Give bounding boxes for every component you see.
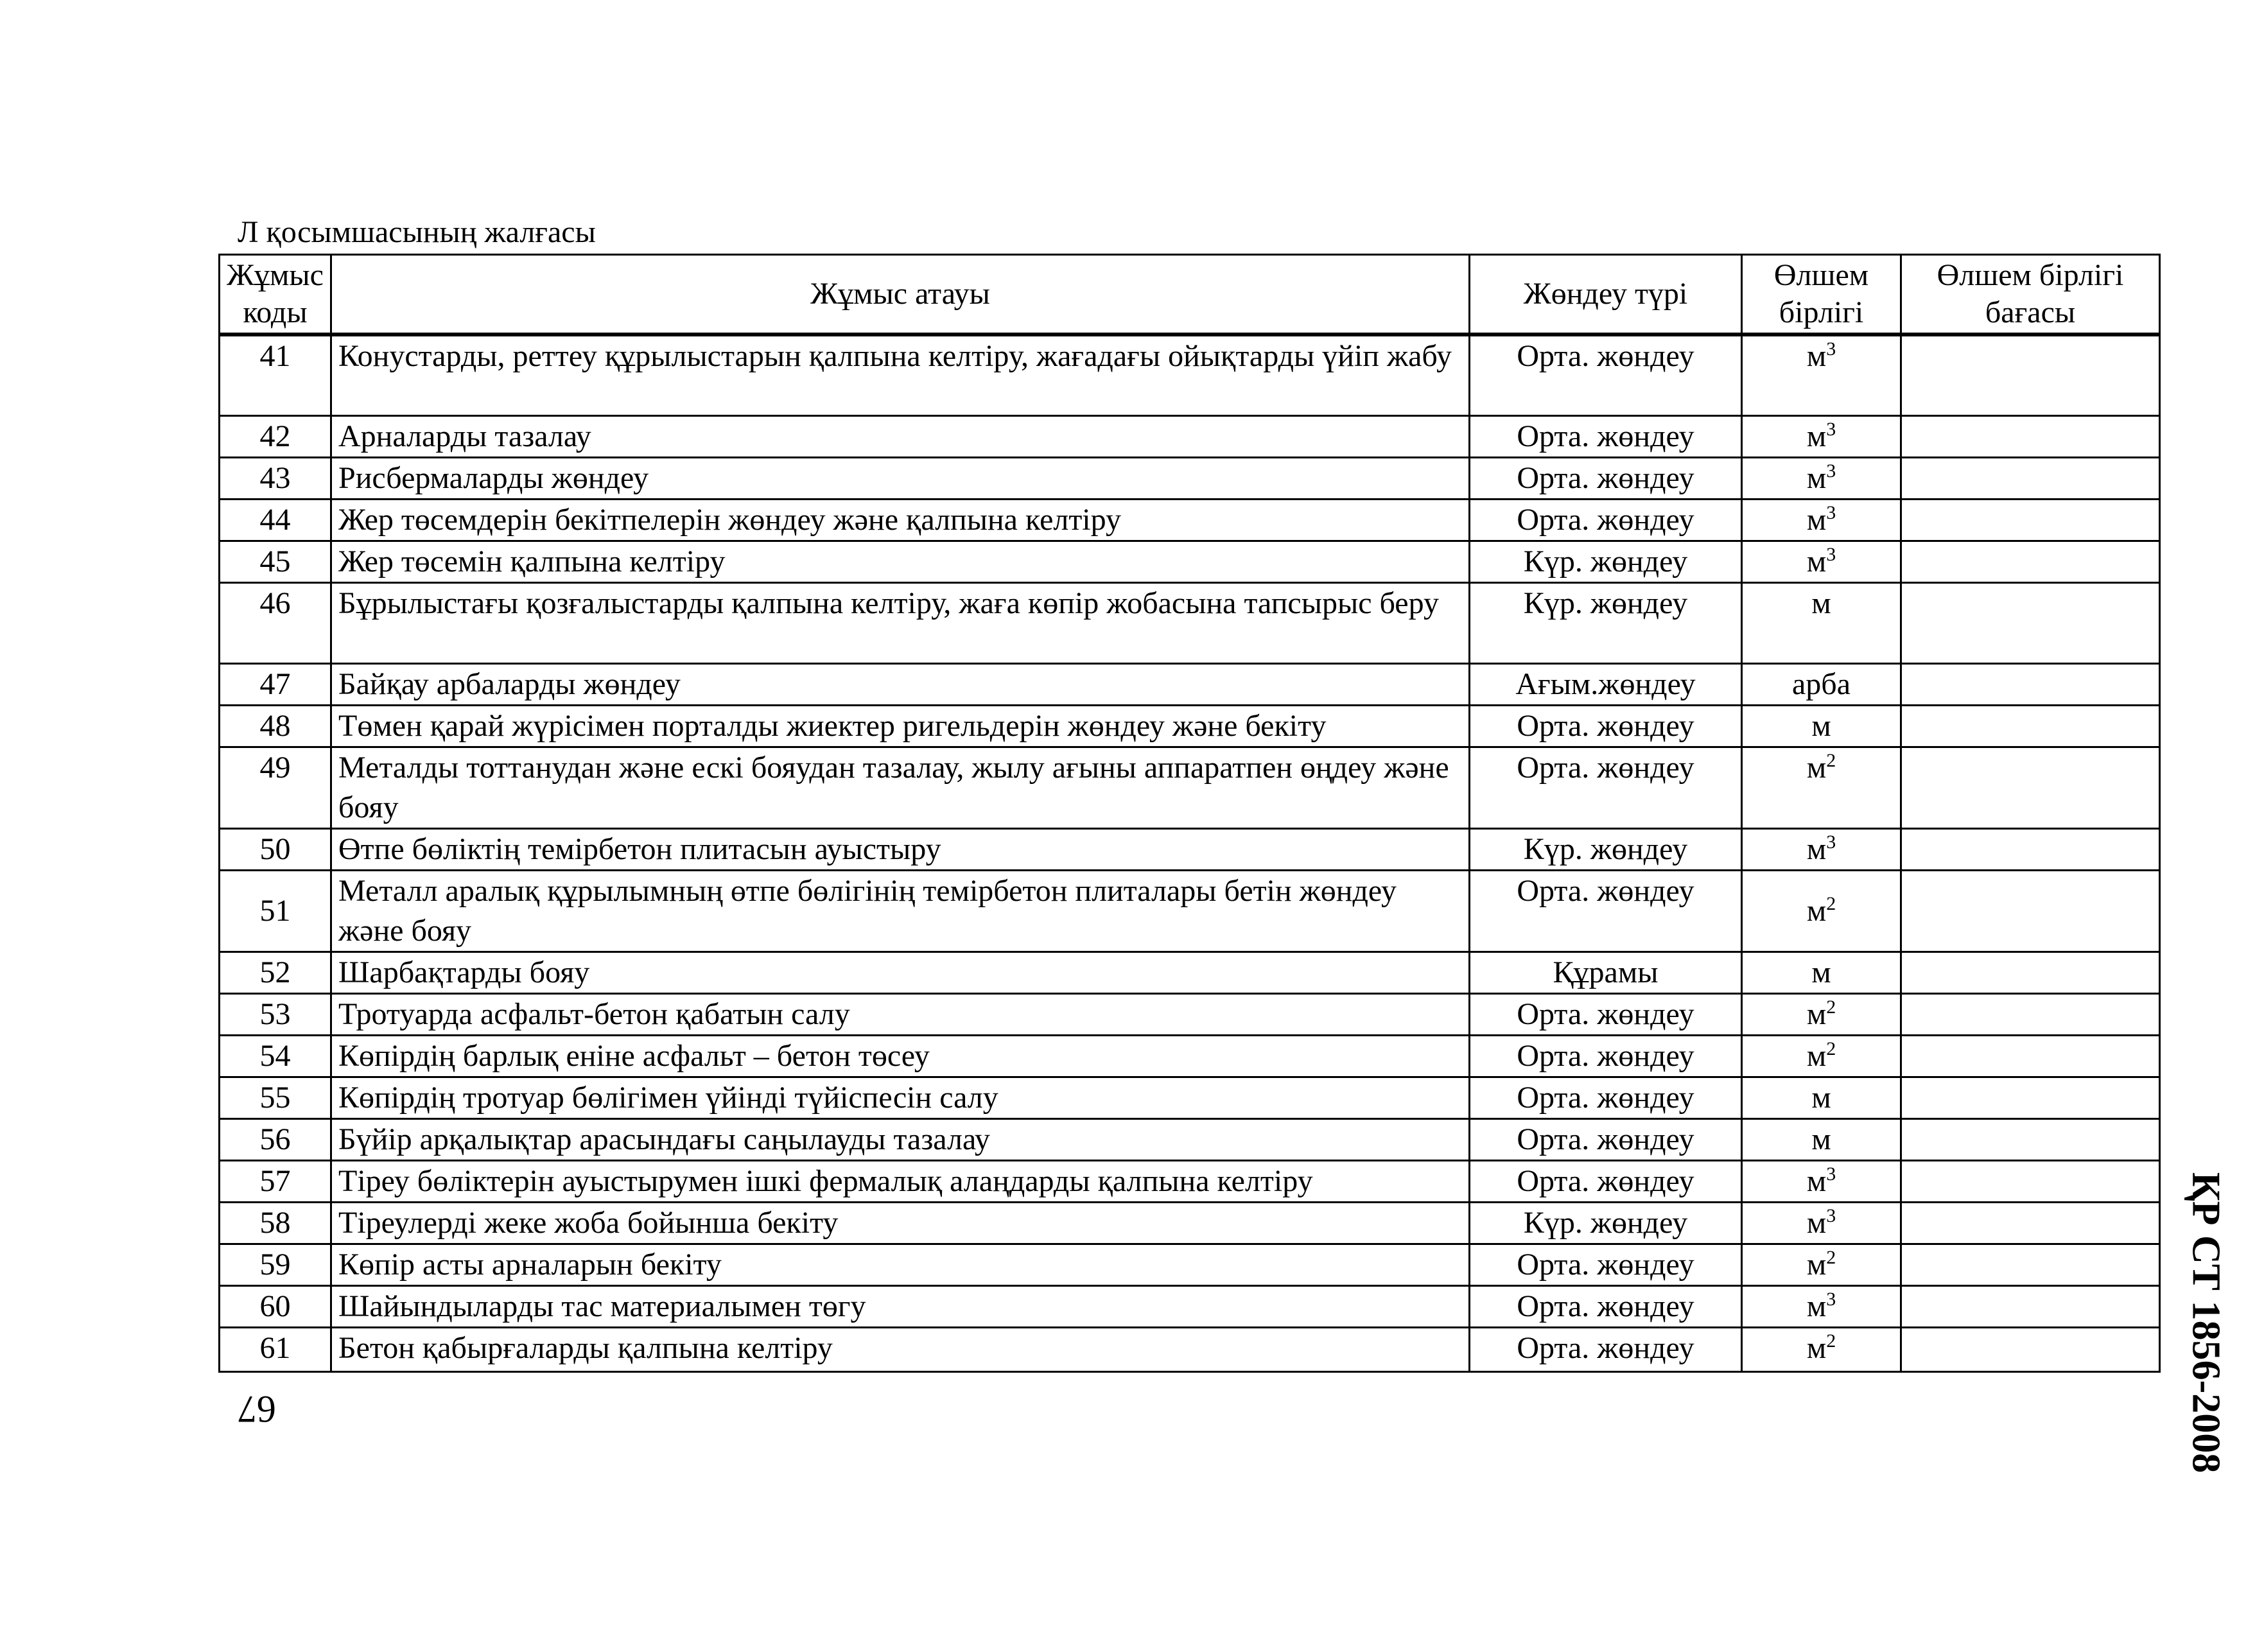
- unit-text: м: [1811, 1122, 1831, 1156]
- row-unit-price: [1901, 335, 2160, 415]
- table-row: [220, 1035, 2160, 1077]
- row-unit: [1742, 993, 1901, 1035]
- row-repair-type: Орта. жөндеу: [1470, 993, 1742, 1035]
- row-code: 42: [220, 415, 331, 457]
- row-name: Рисбермаларды жөндеу: [331, 457, 1470, 499]
- row-repair-type: Орта. жөндеу: [1470, 1077, 1742, 1118]
- unit-exponent: 3: [1826, 418, 1836, 440]
- table-row: [220, 415, 2160, 457]
- row-code: 51: [220, 870, 331, 952]
- unit-exponent: 3: [1826, 338, 1836, 360]
- row-code: 59: [220, 1244, 331, 1285]
- row-unit: [1742, 1202, 1901, 1244]
- row-code: 55: [220, 1077, 331, 1118]
- row-repair-type: Күр. жөндеу: [1470, 582, 1742, 663]
- row-repair-type: Орта. жөндеу: [1470, 1118, 1742, 1160]
- row-unit-price: [1901, 705, 2160, 747]
- unit-text: м: [1806, 893, 1827, 928]
- row-unit-price: [1901, 1035, 2160, 1077]
- row-code: 43: [220, 457, 331, 499]
- row-code: 44: [220, 499, 331, 541]
- table-caption: Л қосымшасының жалғасы: [238, 215, 596, 249]
- row-code: 58: [220, 1202, 331, 1244]
- row-unit: [1742, 335, 1901, 415]
- table-row: [220, 1285, 2160, 1327]
- row-name: Конустарды, реттеу құрылыстарын қалпына келтіру, жағадағы ойықтарды үйіп жабу: [331, 335, 1470, 415]
- standard-designation: [2177, 1156, 2234, 1490]
- unit-text: м: [1806, 419, 1827, 453]
- table-row: [220, 1327, 2160, 1371]
- unit-exponent: 2: [1826, 749, 1836, 771]
- unit-text: м: [1806, 1205, 1827, 1240]
- row-name: Төмен қарай жүрісімен порталды жиектер ригельдерін жөндеу және бекіту: [331, 705, 1470, 747]
- unit-text: м: [1811, 708, 1831, 743]
- row-code: 49: [220, 747, 331, 828]
- unit-text: м: [1811, 1080, 1831, 1115]
- row-code: 60: [220, 1285, 331, 1327]
- table-row: [220, 1202, 2160, 1244]
- row-repair-type: Орта. жөндеу: [1470, 415, 1742, 457]
- row-code: 47: [220, 663, 331, 705]
- unit-text: м: [1811, 586, 1831, 620]
- table-header-row: [220, 255, 2160, 335]
- table-row: [220, 705, 2160, 747]
- unit-exponent: 3: [1826, 543, 1836, 565]
- row-repair-type: Күр. жөндеу: [1470, 828, 1742, 870]
- row-name: Шайындыларды тас материалымен төгу: [331, 1285, 1470, 1327]
- row-name: Жер төсемін қалпына келтіру: [331, 541, 1470, 582]
- row-unit: [1742, 828, 1901, 870]
- row-unit-price: [1901, 993, 2160, 1035]
- row-code: 41: [220, 335, 331, 415]
- row-unit-price: [1901, 1327, 2160, 1371]
- row-code: 45: [220, 541, 331, 582]
- row-unit-price: [1901, 457, 2160, 499]
- row-unit: [1742, 952, 1901, 993]
- unit-text: м: [1806, 831, 1827, 866]
- row-unit: [1742, 705, 1901, 747]
- row-unit-price: [1901, 747, 2160, 828]
- row-unit: [1742, 415, 1901, 457]
- row-unit-price: [1901, 415, 2160, 457]
- unit-exponent: 3: [1826, 1204, 1836, 1226]
- row-code: 56: [220, 1118, 331, 1160]
- row-name: Бүйір арқалықтар арасындағы саңылауды тазалау: [331, 1118, 1470, 1160]
- row-code: 53: [220, 993, 331, 1035]
- row-name: Көпір асты арналарын бекіту: [331, 1244, 1470, 1285]
- row-name: Тротуарда асфальт-бетон қабатын салу: [331, 993, 1470, 1035]
- table-row: [220, 1244, 2160, 1285]
- header-name: Жұмыс атауы: [331, 255, 1470, 335]
- row-unit-price: [1901, 1077, 2160, 1118]
- page-number: 67: [238, 1388, 276, 1430]
- unit-exponent: 3: [1826, 460, 1836, 482]
- unit-text: м: [1806, 996, 1827, 1031]
- row-name: Тіреу бөліктерін ауыстырумен ішкі фермалық алаңдарды қалпына келтіру: [331, 1160, 1470, 1202]
- table-row: [220, 582, 2160, 663]
- row-unit: [1742, 1035, 1901, 1077]
- unit-exponent: 3: [1826, 831, 1836, 853]
- row-unit-price: [1901, 952, 2160, 993]
- row-unit: [1742, 870, 1901, 952]
- table-row: [220, 457, 2160, 499]
- row-name: Жер төсемдерін бекітпелерін жөндеу және қалпына келтіру: [331, 499, 1470, 541]
- unit-text: м: [1806, 1289, 1827, 1323]
- row-unit-price: [1901, 582, 2160, 663]
- header-repair-type: Жөндеу түрі: [1470, 255, 1742, 335]
- row-name: Бетон қабырғаларды қалпына келтіру: [331, 1327, 1470, 1371]
- row-name: Металды тоттанудан және ескі бояудан тазалау, жылу ағыны аппаратпен өңдеу және бояу: [331, 747, 1470, 828]
- table-row: [220, 870, 2160, 952]
- row-repair-type: Орта. жөндеу: [1470, 1327, 1742, 1371]
- unit-exponent: 3: [1826, 1163, 1836, 1185]
- unit-exponent: 2: [1826, 996, 1836, 1018]
- unit-exponent: 3: [1826, 501, 1836, 523]
- row-repair-type: Күр. жөндеу: [1470, 541, 1742, 582]
- row-unit: [1742, 499, 1901, 541]
- row-repair-type: Ағым.жөндеу: [1470, 663, 1742, 705]
- row-name: Металл аралық құрылымның өтпе бөлігінің темірбетон плиталары бетін жөндеу және бояу: [331, 870, 1470, 952]
- unit-exponent: 3: [1826, 1288, 1836, 1310]
- row-code: 48: [220, 705, 331, 747]
- row-unit: [1742, 747, 1901, 828]
- unit-text: м: [1806, 1163, 1827, 1198]
- row-name: Өтпе бөліктің темірбетон плитасын ауыстыру: [331, 828, 1470, 870]
- table-row: [220, 335, 2160, 415]
- row-unit-price: [1901, 663, 2160, 705]
- row-unit: [1742, 1244, 1901, 1285]
- row-repair-type: Орта. жөндеу: [1470, 870, 1742, 952]
- unit-exponent: 2: [1826, 1246, 1836, 1268]
- table-row: [220, 1118, 2160, 1160]
- row-unit-price: [1901, 541, 2160, 582]
- row-unit-price: [1901, 870, 2160, 952]
- row-name: Шарбақтарды бояу: [331, 952, 1470, 993]
- row-unit: [1742, 1160, 1901, 1202]
- table-row: [220, 499, 2160, 541]
- unit-text: м: [1806, 1247, 1827, 1282]
- header-code: Жұмыс коды: [220, 255, 331, 335]
- header-unit: Өлшем бірлігі: [1742, 255, 1901, 335]
- unit-exponent: 2: [1826, 892, 1836, 914]
- works-table: [218, 254, 2161, 1373]
- row-repair-type: Орта. жөндеу: [1470, 1285, 1742, 1327]
- row-code: 46: [220, 582, 331, 663]
- row-repair-type: Орта. жөндеу: [1470, 1035, 1742, 1077]
- row-unit-price: [1901, 1202, 2160, 1244]
- row-unit-price: [1901, 1160, 2160, 1202]
- row-code: 54: [220, 1035, 331, 1077]
- unit-text: м: [1806, 750, 1827, 785]
- unit-text: м: [1806, 339, 1827, 373]
- row-unit-price: [1901, 1118, 2160, 1160]
- unit-text: арба: [1791, 666, 1851, 701]
- row-repair-type: Орта. жөндеу: [1470, 1244, 1742, 1285]
- unit-text: м: [1806, 544, 1827, 578]
- unit-text: м: [1806, 1038, 1827, 1073]
- table-row: [220, 993, 2160, 1035]
- row-repair-type: Орта. жөндеу: [1470, 705, 1742, 747]
- row-unit-price: [1901, 499, 2160, 541]
- row-unit: [1742, 1077, 1901, 1118]
- row-unit-price: [1901, 828, 2160, 870]
- row-name: Көпірдің барлық еніне асфальт – бетон төсеу: [331, 1035, 1470, 1077]
- unit-exponent: 2: [1826, 1038, 1836, 1059]
- unit-text: м: [1806, 502, 1827, 537]
- row-name: Бұрылыстағы қозғалыстарды қалпына келтіру, жаға көпір жобасына тапсырыс беру: [331, 582, 1470, 663]
- row-code: 50: [220, 828, 331, 870]
- table-row: [220, 541, 2160, 582]
- row-name: Байқау арбаларды жөндеу: [331, 663, 1470, 705]
- unit-text: м: [1806, 1330, 1827, 1365]
- row-code: 57: [220, 1160, 331, 1202]
- standard-code: ҚР СТ 1856-2008: [2184, 1172, 2228, 1474]
- row-unit: [1742, 541, 1901, 582]
- row-unit: [1742, 1118, 1901, 1160]
- table-row: [220, 952, 2160, 993]
- row-name: Көпірдің тротуар бөлігімен үйінді түйіспесін салу: [331, 1077, 1470, 1118]
- table-row: [220, 828, 2160, 870]
- table-row: [220, 663, 2160, 705]
- row-unit: [1742, 582, 1901, 663]
- unit-text: м: [1811, 955, 1831, 989]
- row-repair-type: Орта. жөндеу: [1470, 499, 1742, 541]
- table-row: [220, 747, 2160, 828]
- row-unit-price: [1901, 1285, 2160, 1327]
- row-repair-type: Орта. жөндеу: [1470, 747, 1742, 828]
- row-repair-type: Орта. жөндеу: [1470, 457, 1742, 499]
- header-unit-price: Өлшем бірлігі бағасы: [1901, 255, 2160, 335]
- row-code: 52: [220, 952, 331, 993]
- row-unit: [1742, 663, 1901, 705]
- row-name: Арналарды тазалау: [331, 415, 1470, 457]
- row-unit: [1742, 1285, 1901, 1327]
- table-row: [220, 1160, 2160, 1202]
- row-repair-type: Күр. жөндеу: [1470, 1202, 1742, 1244]
- row-repair-type: Құрамы: [1470, 952, 1742, 993]
- unit-text: м: [1806, 460, 1827, 495]
- row-unit: [1742, 1327, 1901, 1371]
- row-unit-price: [1901, 1244, 2160, 1285]
- unit-exponent: 2: [1826, 1330, 1836, 1352]
- row-unit: [1742, 457, 1901, 499]
- row-name: Тіреулерді жеке жоба бойынша бекіту: [331, 1202, 1470, 1244]
- row-repair-type: Орта. жөндеу: [1470, 335, 1742, 415]
- table-row: [220, 1077, 2160, 1118]
- row-code: 61: [220, 1327, 331, 1371]
- row-repair-type: Орта. жөндеу: [1470, 1160, 1742, 1202]
